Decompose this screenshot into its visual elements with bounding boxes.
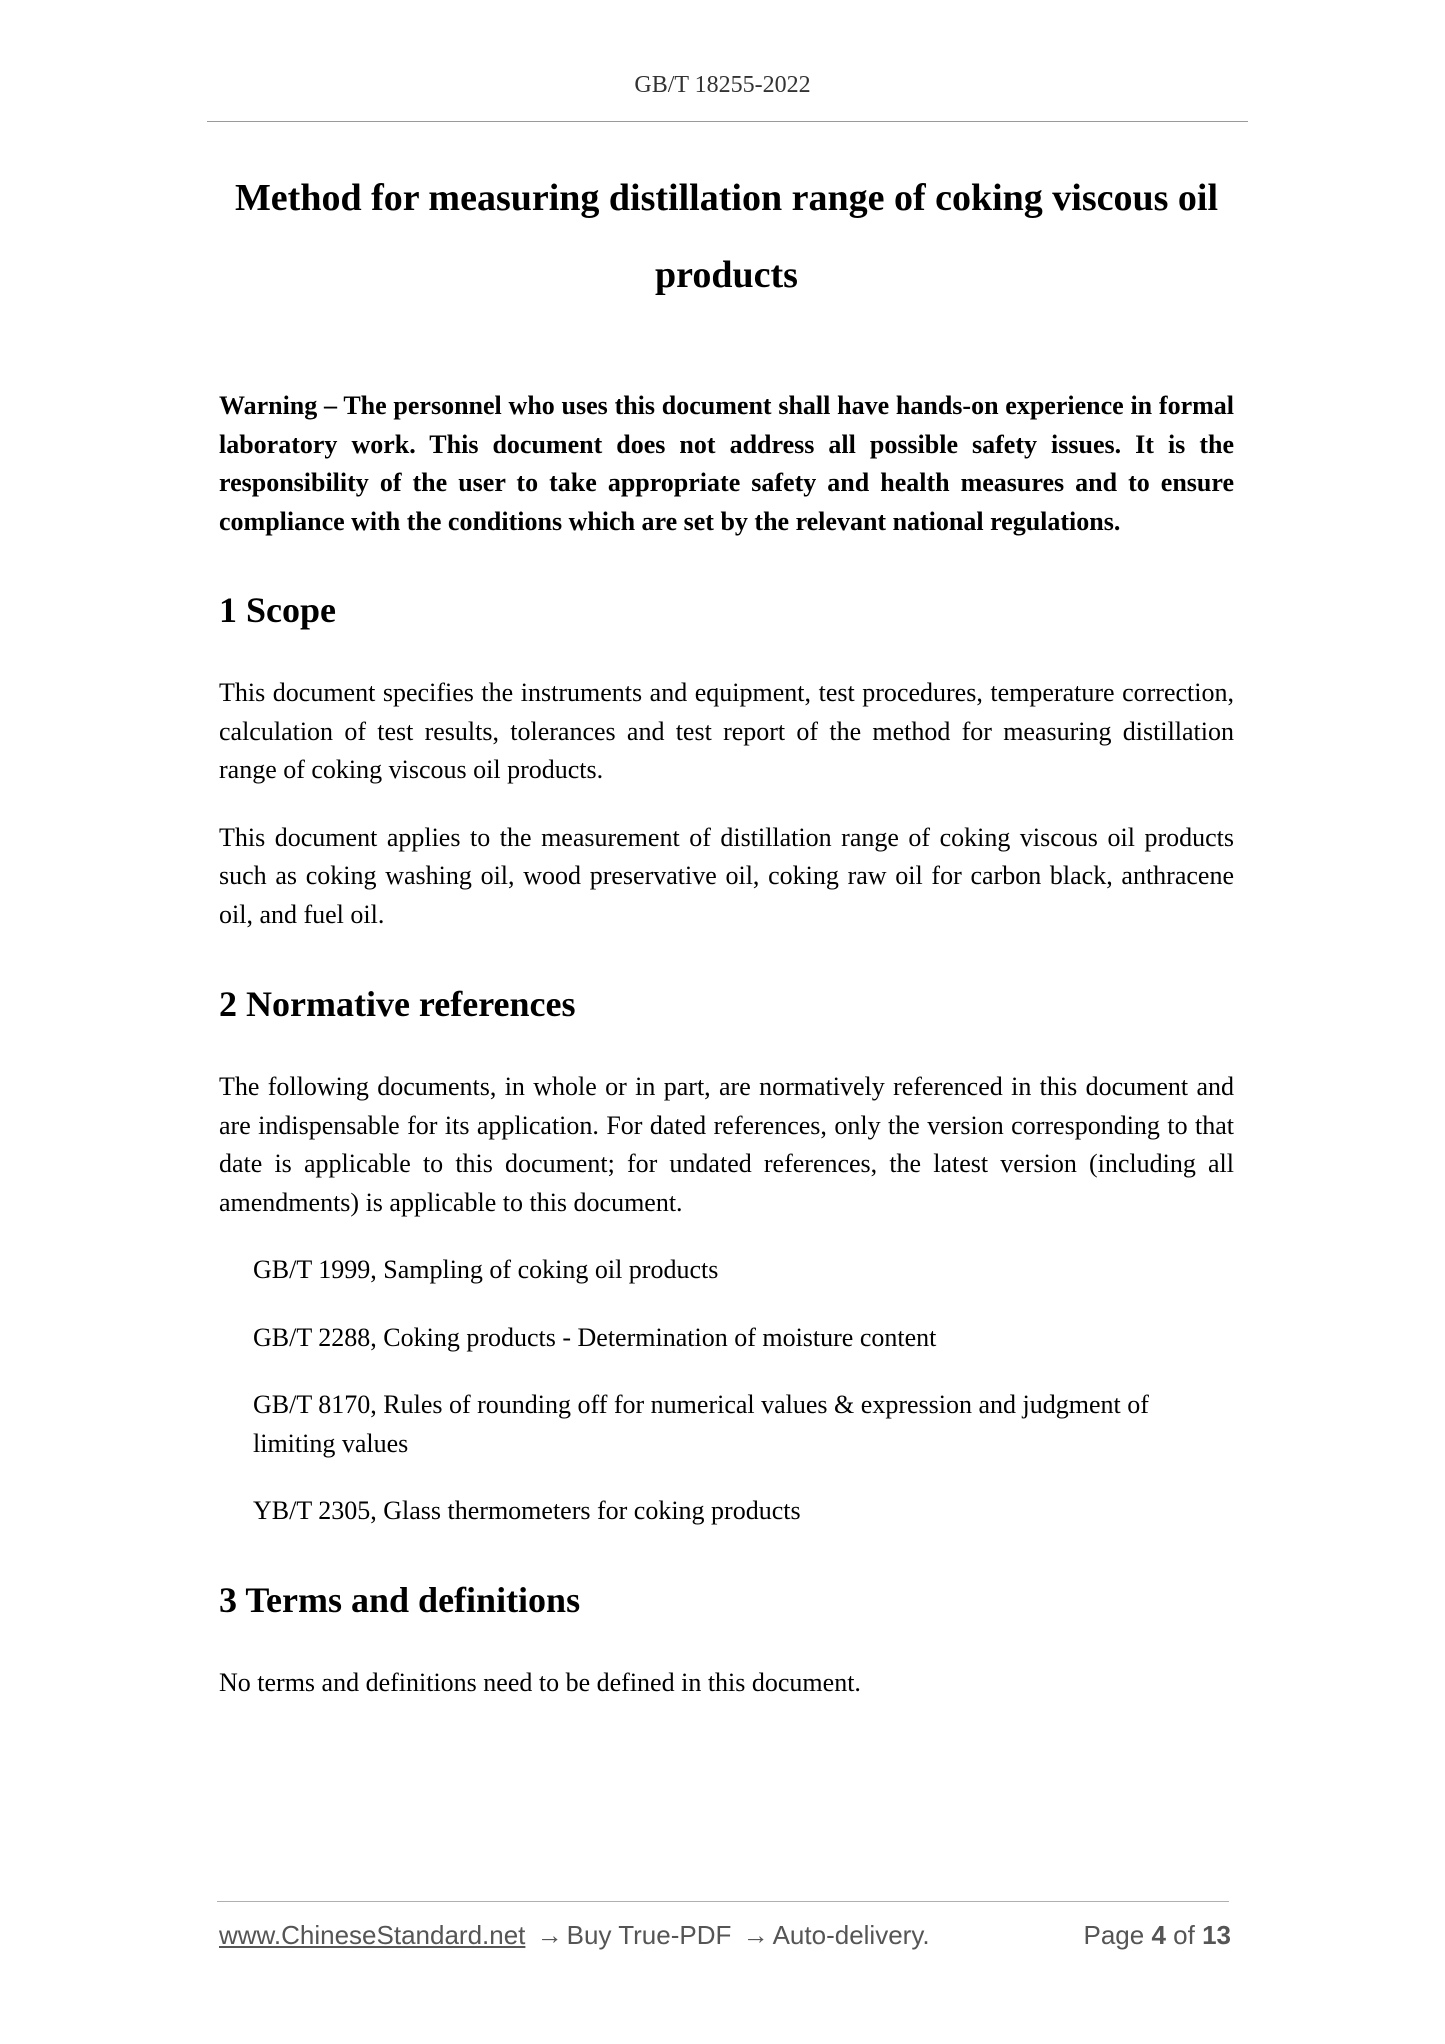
of-label: of [1173,1920,1195,1950]
arrow-right-icon: → [742,1920,769,1950]
document-title: Method for measuring distillation range of coking viscous oil products [234,177,1219,296]
normative-references-intro: The following documents, in whole or in part, are normatively referenced in this document and are indispensable for its application. For dated references, only the version corresponding to that date is applicable to this document; for undated references, the latest version (including all amendments) is applicable to this document. [219,1072,1234,1217]
reference-item-gbt-1999: GB/T 1999, Sampling of coking oil products [253,1255,719,1284]
auto-delivery-text: Auto-delivery. [772,1920,930,1950]
page-indicator [1083,1920,1231,1951]
page-header-standard-code: GB/T 18255-2022 [634,72,811,98]
reference-item-ybt-2305: YB/T 2305, Glass thermometers for coking products [253,1496,801,1525]
total-page-count: 13 [1202,1920,1231,1950]
section-heading-scope: 1 Scope [219,590,336,630]
terms-paragraph: No terms and definitions need to be defined in this document. [219,1667,861,1697]
footer-divider [217,1901,1229,1902]
section-heading-terms-and-definitions: 3 Terms and definitions [219,1579,581,1620]
safety-warning: Warning – The personnel who uses this document shall have hands-on experience in formal laboratory work. This document does not address all possible safety issues. It is the responsibility of the user to take appropriate safety and health measures and to ensure compliance with the conditions which are set by the relevant national regulations. [219,391,1234,536]
reference-item-gbt-8170: GB/T 8170, Rules of rounding off for numerical values & expression and judgment of limiting values [253,1390,1149,1458]
header-divider [207,121,1248,122]
section-heading-normative-references: 2 Normative references [219,984,576,1024]
reference-item-gbt-2288: GB/T 2288, Coking products - Determination of moisture content [253,1322,937,1352]
chinesestandard-link[interactable]: www.ChineseStandard.net [219,1920,526,1950]
current-page-number: 4 [1151,1920,1166,1950]
buy-true-pdf-text: Buy True-PDF [566,1920,732,1950]
scope-paragraph-2: This document applies to the measurement of distillation range of coking viscous oil products such as coking washing oil, wood preservative oil, coking raw oil for carbon black, anthracene oil, and fuel oil. [219,822,1234,929]
footer-promo [219,1920,930,1951]
page-label: Page [1083,1920,1145,1950]
document-body [219,160,1234,1702]
scope-paragraph-1: This document specifies the instruments and equipment, test procedures, temperature correction, calculation of test results, tolerances and test report of the method for measuring distillation range of coking viscous oil products. [219,678,1234,784]
arrow-right-icon: → [536,1920,563,1950]
